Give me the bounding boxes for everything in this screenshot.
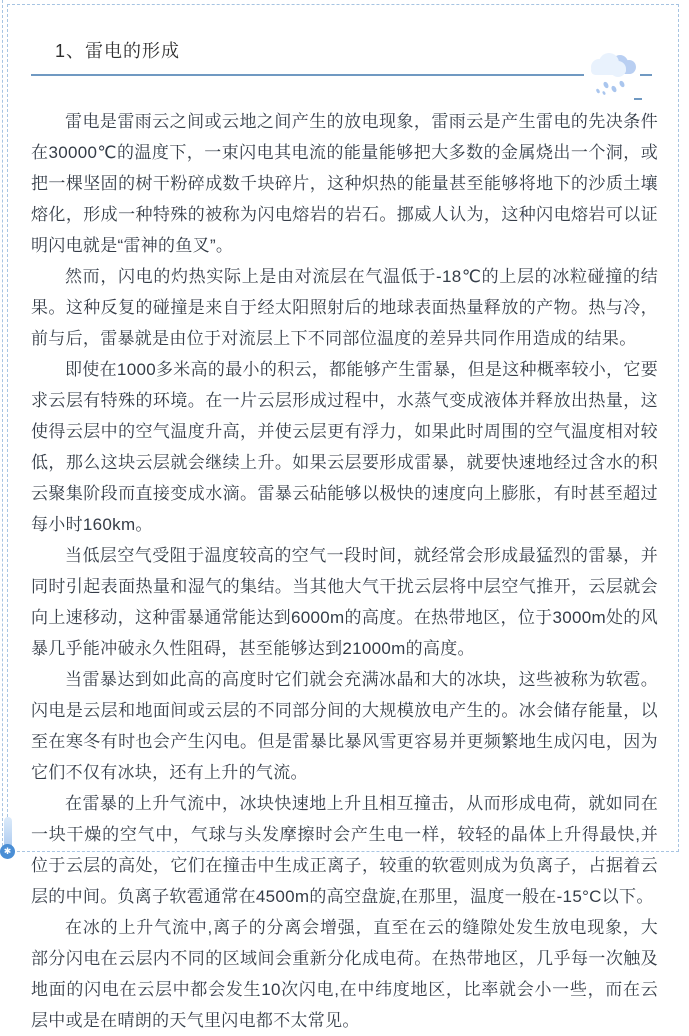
paragraph: 雷电是雷雨云之间或云地之间产生的放电现象，雷雨云是产生雷电的先决条件在30000℃的温度下，一束闪电其电流的能量能够把大多数的金属烧出一个洞，或把一棵坚固的树干粉碎成数千块碎片，这种炽热的能量甚至能够将地下的沙质土壤熔化，形成一种特殊的被称为闪电熔岩的岩石。挪威人认为，这种闪电熔岩可以证明闪电就是“雷神的鱼叉”。 [31, 112, 658, 255]
document-dashed-frame [7, 4, 679, 1030]
section-heading-block [31, 37, 652, 76]
left-edge-dashed-line [2, 0, 3, 846]
article-body [31, 106, 658, 1036]
document-content [8, 5, 678, 1036]
paragraph: 在雷暴的上升气流中，冰块快速地上升且相互撞击，从而形成电荷，就如同在一块干燥的空气中，气球与头发摩擦时会产生电一样，较轻的晶体上升得最快,并位于云层的高处，它们在撞击中生成正离子，较重的软雹则成为负离子，占据着云层的中间。负离子软雹通常在4500m的高空盘旋,在那里，温度一般在-15°C以下。 [31, 794, 658, 906]
section-title: 1、雷电的形成 [55, 41, 181, 61]
paragraph: 在冰的上升气流中,离子的分离会增强，直至在云的缝隙处发生放电现象，大部分闪电在云层内不同的区域间会重新分化成电荷。在热带地区，几乎每一次触及地面的闪电在云层中都会发生10次闪电,在中纬度地区，比率就会小一些，而在云层中或是在晴朗的天气里闪电都不太常见。 [31, 918, 658, 1030]
rain-cloud-icon [584, 52, 640, 98]
paragraph: 即使在1000多米高的最小的积云，都能够产生雷暴，但是这种概率较小，它要求云层有特殊的环境。在一片云层形成过程中，水蒸气变成液体并释放出热量，这使得云层中的空气温度升高，并使云层更有浮力，如果此时周围的空气温度相对较低，那么这块云层就会继续上升。如果云层要形成雷暴，就要快速地经过含水的积云聚集阶段而直接变成水滴。雷暴云砧能够以极快的速度向上膨胀，有时甚至超过每小时160km。 [31, 360, 658, 534]
underline-end-dash [634, 98, 642, 100]
paragraph: 当雷暴达到如此高的高度时它们就会充满冰晶和大的冰块，这些被称为软雹。闪电是云层和地面间或云层的不同部分间的大规模放电产生的。冰会储存能量，以至在寒冬有时也会产生闪电。但是雷暴比暴风雪更容易并更频繁地生成闪电，因为它们不仅有冰块，还有上升的气流。 [31, 670, 658, 782]
pin-asterisk-icon: ✱ [0, 844, 15, 859]
paragraph: 然而，闪电的灼热实际上是由对流层在气温低于-18℃的上层的冰粒碰撞的结果。这种反复的碰撞是来自于经太阳照射后的地球表面热量释放的产物。热与冷，前与后，雷暴就是由位于对流层上下不同部位温度的差异共同作用造成的结果。 [31, 267, 658, 348]
paragraph: 当低层空气受阻于温度较高的空气一段时间，就经常会形成最猛烈的雷暴，并同时引起表面热量和湿气的集结。当其他大气干扰云层将中层空气推开，云层就会向上速移动，这种雷暴通常能达到6000m的高度。在热带地区，位于3000m处的风暴几乎能冲破永久性阻碍，甚至能够达到21000m的高度。 [31, 546, 658, 658]
